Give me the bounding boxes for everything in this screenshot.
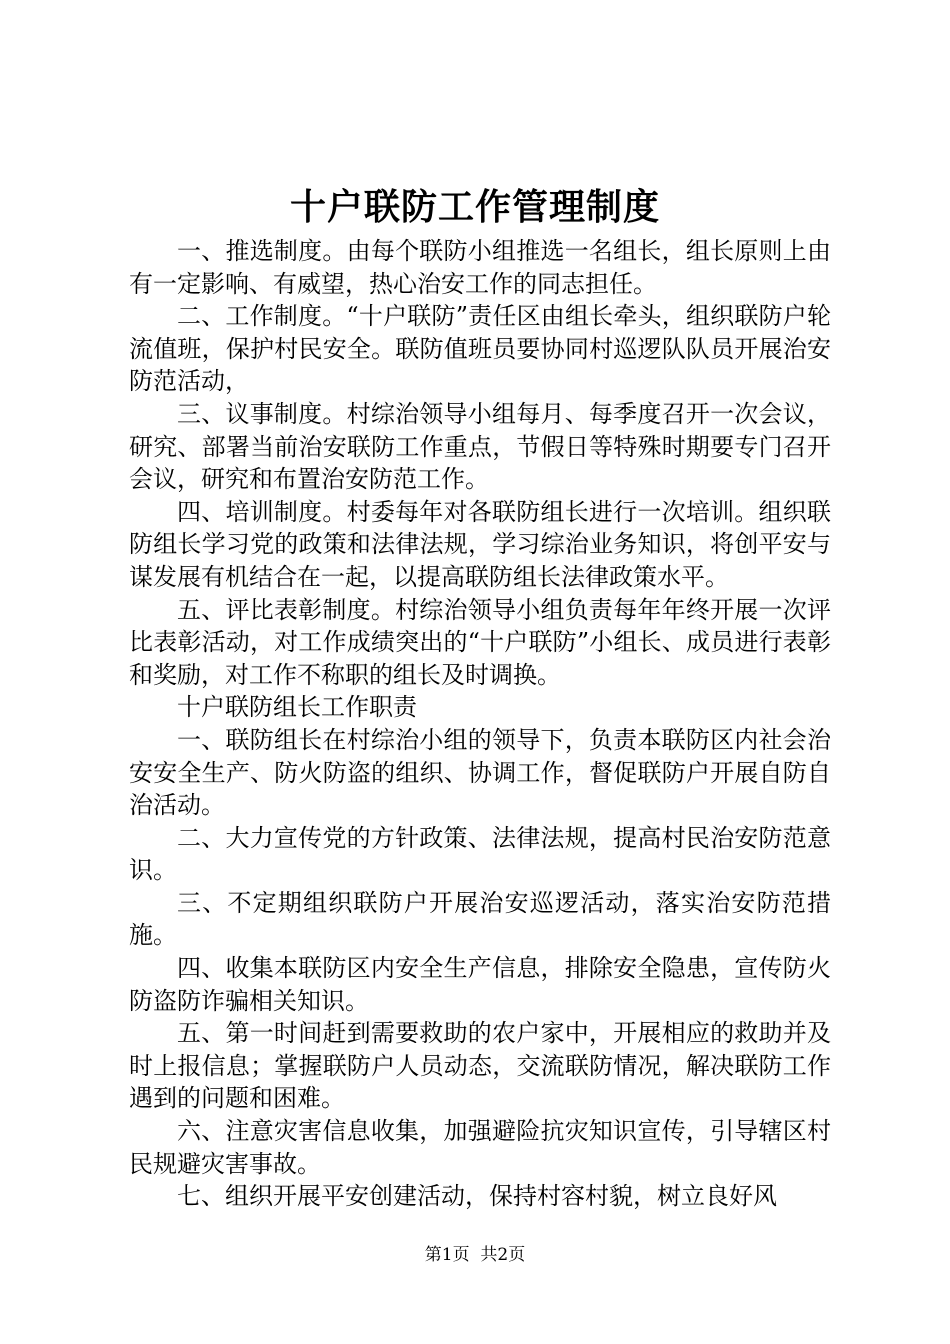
rule-paragraph-2: 二、工作制度。“十户联防”责任区由组长牵头，组织联防户轮流值班，保护村民安全。联防值班员要协同村巡逻队队员开展治安防范活动，: [129, 302, 831, 396]
duty-paragraph-4: 四、收集本联防区内安全生产信息，排除安全隐患，宣传防火防盗防诈骗相关知识。: [129, 954, 831, 1015]
duty-paragraph-6: 六、注意灾害信息收集，加强避险抗灾知识宣传，引导辖区村民规避灾害事故。: [129, 1117, 831, 1178]
page-number: 第1页: [424, 1245, 470, 1265]
duty-paragraph-1: 一、联防组长在村综治小组的领导下，负责本联防区内社会治安安全生产、防火防盗的组织、协调工作，督促联防户开展自防自治活动。: [129, 725, 831, 820]
page-total: 共2页: [480, 1245, 526, 1265]
duties-subheading: 十户联防组长工作职责: [177, 693, 417, 722]
document-title: 十户联防工作管理制度: [289, 186, 660, 228]
rule-paragraph-4: 四、培训制度。村委每年对各联防组长进行一次培训。组织联防组长学习党的政策和法律法规，学习综治业务知识，将创平安与谋发展有机结合在一起，以提高联防组长法律政策水平。: [129, 497, 831, 591]
page-footer: [0, 1245, 950, 1265]
rule-paragraph-5: 五、评比表彰制度。村综治领导小组负责每年年终开展一次评比表彰活动，对工作成绩突出的“十户联防”小组长、成员进行表彰和奖励，对工作不称职的组长及时调换。: [129, 595, 831, 689]
document-body: [129, 235, 831, 1213]
duty-paragraph-3: 三、不定期组织联防户开展治安巡逻活动，落实治安防范措施。: [129, 888, 831, 950]
duty-paragraph-5: 五、第一时间赶到需要救助的农户家中，开展相应的救助并及时上报信息；掌握联防户人员动态，交流联防情况，解决联防工作遇到的问题和困难。: [129, 1019, 831, 1113]
duty-paragraph-7: 七、组织开展平安创建活动，保持村容村貌，树立良好风: [177, 1182, 777, 1211]
rule-paragraph-1: 一、推选制度。由每个联防小组推选一名组长，组长原则上由有一定影响、有威望，热心治安工作的同志担任。: [129, 237, 831, 298]
footer-spacer: [470, 1245, 481, 1265]
rule-paragraph-3: 三、议事制度。村综治领导小组每月、每季度召开一次会议，研究、部署当前治安联防工作重点，节假日等特殊时期要专门召开会议，研究和布置治安防范工作。: [129, 399, 831, 494]
duty-paragraph-2: 二、大力宣传党的方针政策、法律法规，提高村民治安防范意识。: [129, 823, 831, 885]
